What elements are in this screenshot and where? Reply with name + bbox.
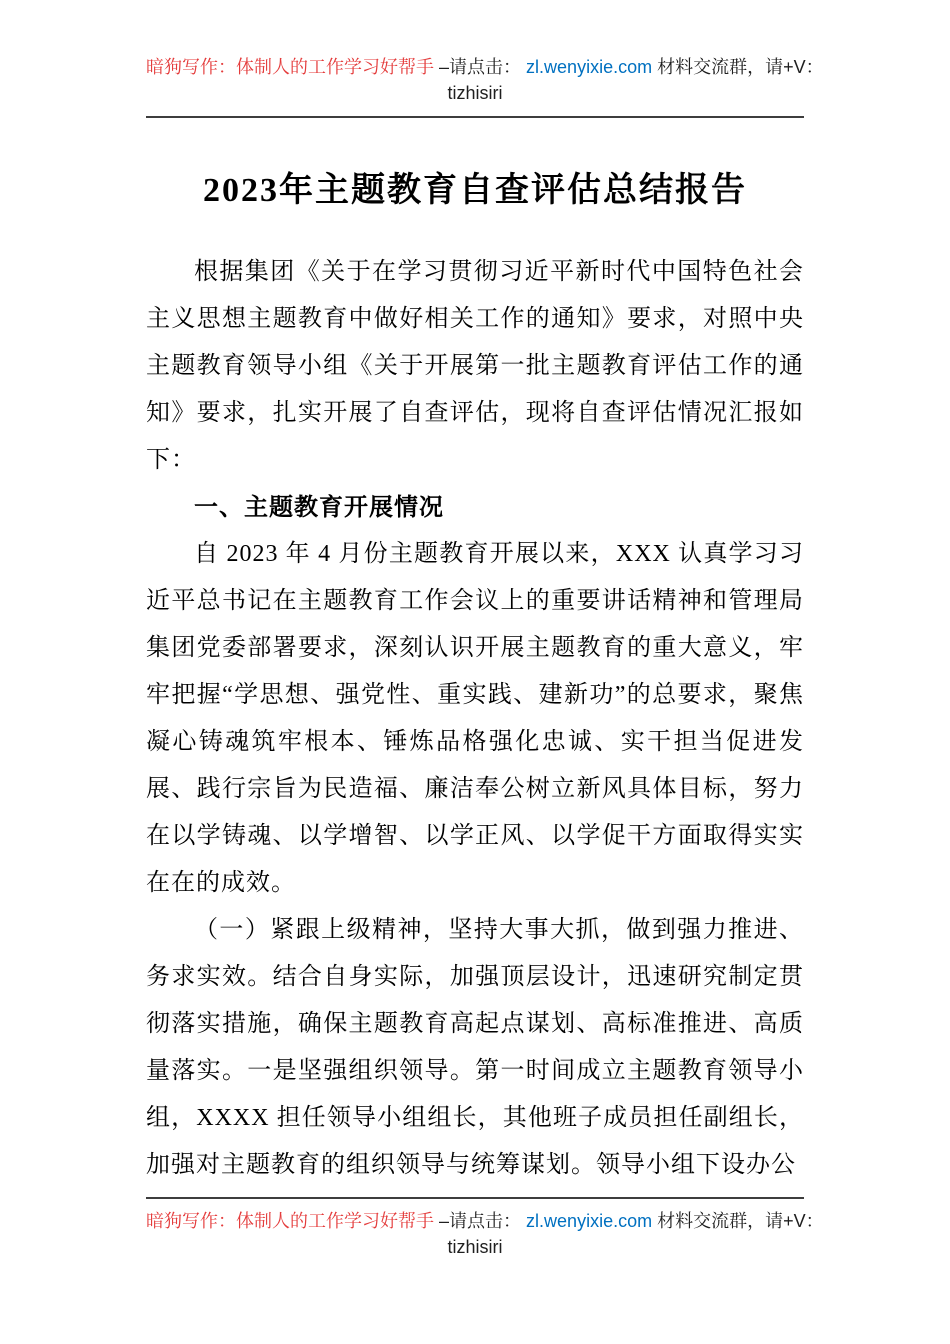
section-paragraph-2: （一）紧跟上级精神，坚持大事大抓，做到强力推进、务求实效。结合自身实际，加强顶层设计，迅速研究制定贯彻落实措施，确保主题教育高起点谋划、高标准推进、高质量落实。一是坚强组织领导。第一时间成立主题教育领导小组，XXXX 担任领导小组组长，其他班子成员担任副组长，加强对主题教育的组织领导与统筹谋划。领导小组下设办公 (146, 917, 804, 1178)
header-click-label: –请点击： (439, 57, 522, 77)
document-title: 2023年主题教育自查评估总结报告 (203, 172, 747, 209)
intro-paragraph: 根据集团《关于在学习贯彻习近平新时代中国特色社会主义思想主题教育中做好相关工作的通知》要求，对照中央主题教育领导小组《关于开展第一批主题教育评估工作的通知》要求，扎实开展了自查评估，现将自查评估情况汇报如下： (146, 259, 804, 473)
page-header (0, 0, 950, 118)
section-paragraph-1: 自 2023 年 4 月份主题教育开展以来，XXX 认真学习习近平总书记在主题教育工作会议上的重要讲话精神和管理局集团党委部署要求，深刻认识开展主题教育的重大意义，牢牢把握“学思想、强党性、重实践、建新功”的总要求，聚焦凝心铸魂筑牢根本、锤炼品格强化忠诚、实干担当促进发展、践行宗旨为民造福、廉洁奉公树立新风具体目标，努力在以学铸魂、以学增智、以学正风、以学促干方面取得实实在在的成效。 (146, 541, 804, 896)
footer-website-link[interactable]: zl.wenyixie.com (526, 1211, 653, 1231)
header-wechat-id: tizhisiri (447, 83, 503, 103)
page-footer (146, 1197, 824, 1260)
document-body (146, 249, 804, 1189)
header-website-link[interactable]: zl.wenyixie.com (526, 57, 653, 77)
section-heading: 一、主题教育开展情况 (194, 494, 444, 521)
header-promo-line (146, 54, 824, 81)
header-suffix-text: 材料交流群，请+V： (657, 57, 824, 77)
footer-wechat-id: tizhisiri (447, 1237, 503, 1257)
footer-divider (146, 1197, 804, 1199)
header-brand-text: 暗狗写作：体制人的工作学习好帮手 (146, 57, 434, 77)
footer-click-label: –请点击： (439, 1211, 522, 1231)
footer-brand-text: 暗狗写作：体制人的工作学习好帮手 (146, 1211, 434, 1231)
header-divider (146, 116, 804, 118)
footer-promo-line (146, 1208, 824, 1235)
footer-suffix-text: 材料交流群，请+V： (657, 1211, 824, 1231)
